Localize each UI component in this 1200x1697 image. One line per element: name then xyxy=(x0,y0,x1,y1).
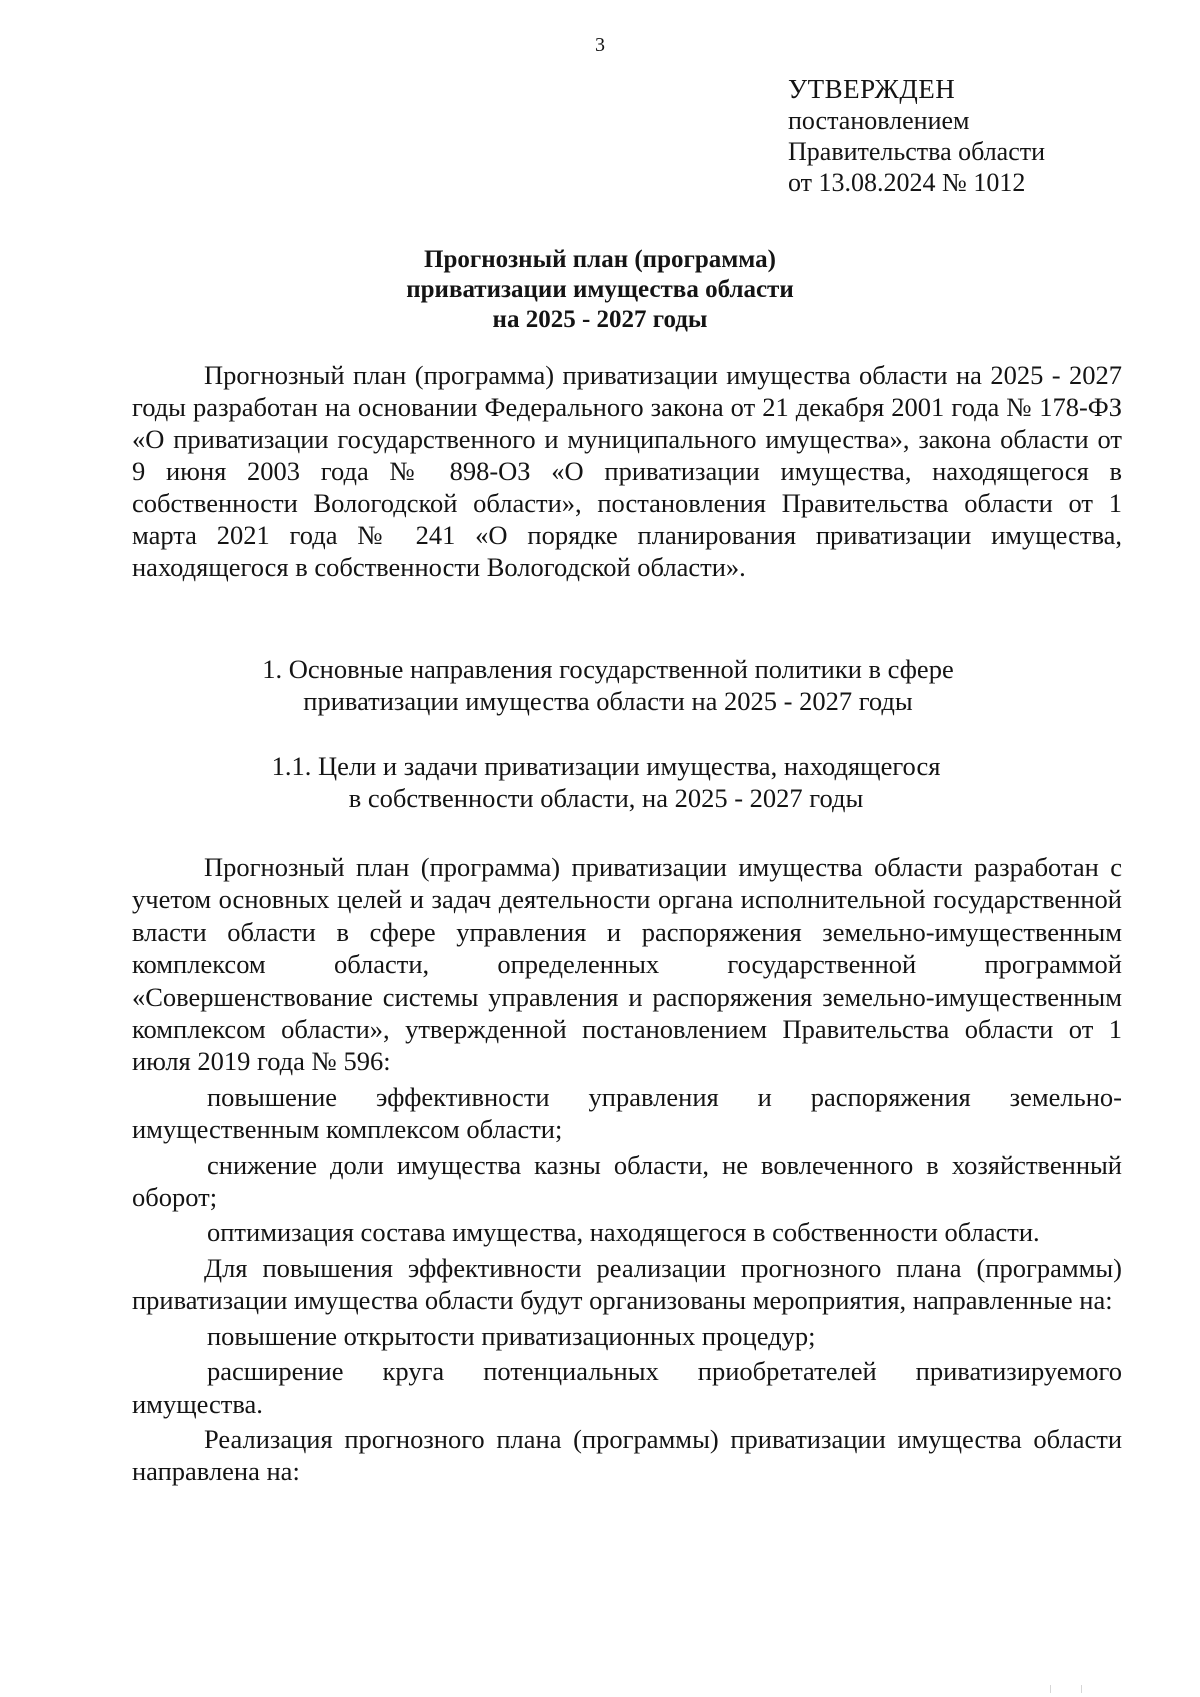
main-text xyxy=(132,851,1122,1488)
goal-item-2: снижение доли имущества казны области, не вовлеченного в хозяйственный оборот; xyxy=(132,1149,1122,1213)
paragraph-implementation: Реализация прогнозного плана (программы) приватизации имущества области направлена на: xyxy=(132,1423,1122,1487)
approval-line-2: Правительства области xyxy=(788,137,1046,166)
approval-line-1: постановлением xyxy=(788,106,970,135)
title-line-1: Прогнозный план (программа) xyxy=(424,246,776,273)
approval-line-3: от 13.08.2024 № 1012 xyxy=(788,168,1026,197)
title-line-2: приватизации имущества области xyxy=(406,276,794,303)
page-number: 3 xyxy=(595,34,605,56)
document-title xyxy=(0,245,1200,335)
intro-section xyxy=(132,359,1122,583)
approval-block xyxy=(788,74,1045,198)
intro-paragraph: Прогнозный план (программа) приватизации имущества области на 2025 - 2027 годы разработан на основании Федерального закона от 21 декабря 2001 года № 178-ФЗ «О приватизации государственного и муниципального имущества», закона области от 9 июня 2003 года № 898-ОЗ «О приватизации имущества, находящегося в собственности Вологодской области», постановления Правительства области от 1 марта 2021 года № 241 «О порядке планирования приватизации имущества, находящегося в собственности Вологодской области». xyxy=(132,360,1122,582)
goal-item-1: повышение эффективности управления и распоряжения земельно-имущественным комплексом области; xyxy=(132,1081,1122,1145)
section-1-1-heading xyxy=(6,750,1200,814)
section-1-heading xyxy=(8,653,1200,717)
measure-item-1: повышение открытости приватизационных процедур; xyxy=(207,1320,816,1351)
section-1-1-line-1: 1.1. Цели и задачи приватизации имущества, находящегося xyxy=(271,751,941,781)
section-1-1-line-2: в собственности области, на 2025 - 2027 годы xyxy=(348,783,864,813)
goal-item-3: оптимизация состава имущества, находящегося в собственности области. xyxy=(207,1217,1040,1248)
section-1-line-1: 1. Основные направления государственной политики в сфере xyxy=(262,654,954,684)
scan-artifact xyxy=(1050,1685,1082,1693)
measure-item-2: расширение круга потенциальных приобретателей приватизируемого имущества. xyxy=(132,1356,1122,1419)
paragraph-measures-intro: Для повышения эффективности реализации прогнозного плана (программы) приватизации имущества области будут организованы мероприятия, направленные на: xyxy=(132,1252,1122,1316)
section-1-line-2: приватизации имущества области на 2025 - 2027 годы xyxy=(303,686,913,716)
title-line-3: на 2025 - 2027 годы xyxy=(492,306,708,333)
paragraph-goals-intro: Прогнозный план (программа) приватизации имущества области разработан с учетом основных целей и задач деятельности органа исполнительной государственной власти области в сфере управления и распоряжения земельно-имущественным комплексом области, определенных государственной программой «Совершенствование системы управления и распоряжения земельно-имущественным комплексом области», утвержденной постановлением Правительства области от 1 июля 2019 года № 596: xyxy=(132,852,1122,1077)
approval-stamp-word: УТВЕРЖДЕН xyxy=(788,74,956,104)
